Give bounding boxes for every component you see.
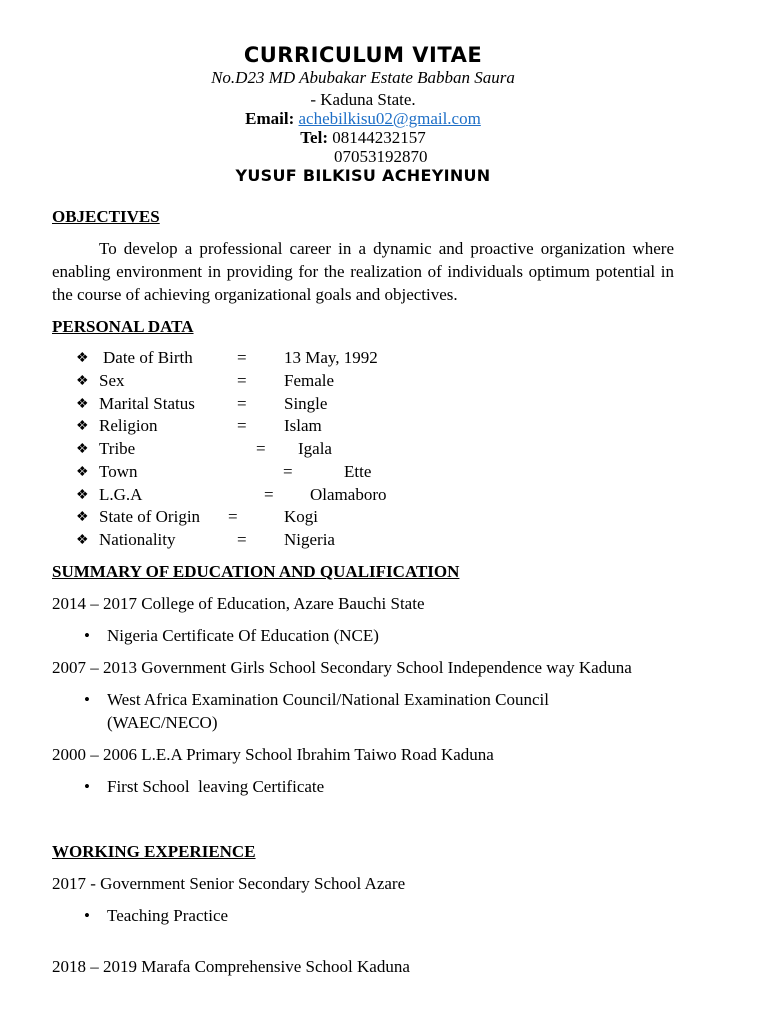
objectives-heading: OBJECTIVES	[52, 207, 160, 226]
personal-value: Kogi	[284, 507, 318, 526]
education-qualification: Nigeria Certificate Of Education (NCE)	[107, 626, 379, 645]
tel-value-2: 07053192870	[334, 147, 428, 166]
personal-label: Religion	[99, 416, 158, 435]
diamond-bullet-icon: ❖	[76, 419, 89, 434]
personal-sep: =	[237, 530, 247, 549]
objectives-text: To develop a professional career in a dynamic and proactive organization where enabling environment in providing for the realization of individuals optimum potential in the course of achieving organizational goals and objectives.	[52, 239, 674, 304]
education-qualification: First School leaving Certificate	[107, 777, 325, 796]
personal-value: Single	[284, 394, 328, 413]
bullet-dot-icon: •	[84, 906, 90, 925]
personal-label: L.G.A	[99, 485, 143, 504]
education-entry: 2007 – 2013 Government Girls School Secondary School Independence way Kaduna	[52, 658, 632, 677]
diamond-bullet-icon: ❖	[76, 351, 89, 366]
personal-label: Town	[99, 462, 138, 481]
personal-value: Olamaboro	[310, 485, 387, 504]
diamond-bullet-icon: ❖	[76, 397, 89, 412]
cv-title: CURRICULUM VITAE	[243, 43, 483, 67]
tel-row	[0, 128, 726, 148]
experience-role: Teaching Practice	[107, 906, 229, 925]
experience-entry: 2018 – 2019 Marafa Comprehensive School Kaduna	[52, 957, 410, 976]
email-link[interactable]: achebilkisu02@gmail.com	[298, 109, 481, 128]
diamond-bullet-icon: ❖	[76, 533, 89, 548]
diamond-bullet-icon: ❖	[76, 374, 89, 389]
experience-heading: WORKING EXPERIENCE	[52, 842, 256, 861]
personal-label: Date of Birth	[103, 348, 193, 367]
education-heading: SUMMARY OF EDUCATION AND QUALIFICATION	[52, 562, 460, 581]
bullet-dot-icon: •	[84, 626, 90, 645]
personal-label: Sex	[99, 371, 125, 390]
bullet-dot-icon: •	[84, 777, 90, 796]
tel-value-1: 08144232157	[332, 128, 426, 147]
personal-value: Female	[284, 371, 335, 390]
education-qualification-cont: (WAEC/NECO)	[107, 713, 218, 732]
personal-sep: =	[237, 371, 247, 390]
personal-value: Igala	[298, 439, 332, 458]
personal-label: State of Origin	[99, 507, 201, 526]
candidate-name: YUSUF BILKISU ACHEYINUN	[235, 166, 491, 185]
personal-value: Islam	[284, 416, 322, 435]
personal-sep: =	[237, 394, 247, 413]
education-entry: 2014 – 2017 College of Education, Azare Bauchi State	[52, 594, 425, 613]
personal-sep: =	[237, 348, 247, 367]
personal-value: Nigeria	[284, 530, 335, 549]
tel-label: Tel:	[300, 128, 328, 147]
address-line-2: - Kaduna State.	[310, 90, 416, 109]
address-line-1: No.D23 MD Abubakar Estate Babban Saura	[211, 68, 515, 87]
email-label: Email:	[245, 109, 295, 128]
personal-sep: =	[228, 507, 238, 526]
diamond-bullet-icon: ❖	[76, 488, 89, 503]
personal-sep: =	[283, 462, 293, 481]
personal-sep: =	[256, 439, 266, 458]
personal-sep: =	[237, 416, 247, 435]
experience-entry: 2017 - Government Senior Secondary School Azare	[52, 874, 406, 893]
personal-label: Tribe	[99, 439, 136, 458]
personal-sep: =	[264, 485, 274, 504]
diamond-bullet-icon: ❖	[76, 510, 89, 525]
bullet-dot-icon: •	[84, 690, 90, 709]
personal-value: 13 May, 1992	[284, 348, 378, 367]
personal-label: Marital Status	[99, 394, 195, 413]
personal-label: Nationality	[99, 530, 176, 549]
personal-value: Ette	[344, 462, 372, 481]
education-qualification: West Africa Examination Council/National Examination Council	[107, 690, 549, 709]
diamond-bullet-icon: ❖	[76, 465, 89, 480]
education-entry: 2000 – 2006 L.E.A Primary School Ibrahim Taiwo Road Kaduna	[52, 745, 494, 764]
personal-data-heading: PERSONAL DATA	[52, 317, 194, 336]
diamond-bullet-icon: ❖	[76, 442, 89, 457]
email-row	[0, 109, 726, 129]
